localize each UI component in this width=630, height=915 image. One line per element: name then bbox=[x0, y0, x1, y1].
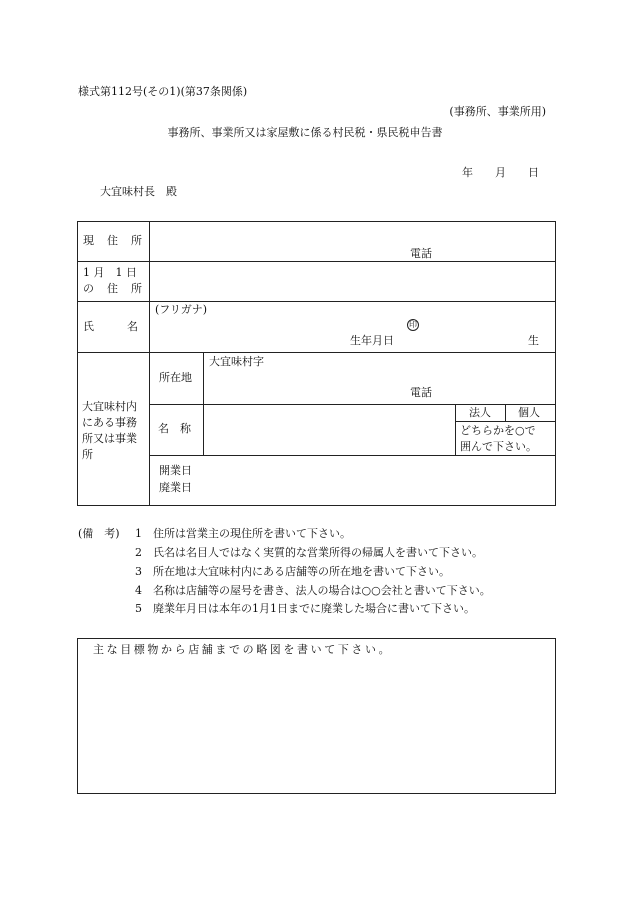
jan1-address-label-line2: の 住 所 bbox=[83, 282, 143, 295]
entity-type-split-divider bbox=[505, 404, 506, 421]
entity-type-row-divider bbox=[455, 421, 556, 422]
entity-type-column-divider bbox=[455, 404, 456, 455]
office-label-line2: にある事務 bbox=[82, 416, 137, 429]
close-date-label: 廃業日 bbox=[159, 481, 192, 494]
office-label-line1: 大宜味村内 bbox=[82, 400, 137, 413]
location-prefix: 大宜味村字 bbox=[209, 355, 264, 368]
note-text: 所在地は大宜味村内にある店舗等の所在地を書いて下さい。 bbox=[153, 565, 450, 578]
sketch-map-instruction: 主な目標物から店舗までの略図を書いて下さい。 bbox=[93, 643, 393, 656]
name-label: 氏 名 bbox=[83, 320, 138, 333]
form-title: 事務所、事業所又は家屋敷に係る村民税・県民税申告書 bbox=[167, 126, 443, 139]
note-number: 2 bbox=[135, 546, 142, 559]
circle-note-line2: 囲んで下さい。 bbox=[460, 440, 537, 453]
addressee: 大宜味村長 殿 bbox=[100, 185, 177, 198]
sublabel-column-divider bbox=[203, 352, 204, 455]
current-address-phone-label: 電話 bbox=[410, 247, 432, 260]
date-line: 年 月 日 bbox=[462, 166, 539, 179]
office-label-line4: 所 bbox=[82, 448, 93, 461]
notes-heading: (備 考) bbox=[78, 527, 120, 540]
corporation-option: 法人 bbox=[469, 406, 491, 419]
furigana-label: (フリガナ) bbox=[155, 303, 208, 316]
note-text: 氏名は名目人ではなく実質的な営業所得の帰属人を書いて下さい。 bbox=[153, 546, 483, 559]
label-column-divider bbox=[149, 221, 150, 506]
birthdate-label: 生年月日 bbox=[350, 334, 394, 347]
open-date-label: 開業日 bbox=[159, 464, 192, 477]
form-number: 様式第112号(その1)(第37条関係) bbox=[78, 85, 248, 98]
business-name-label: 名 称 bbox=[158, 422, 191, 435]
row-divider bbox=[149, 404, 556, 405]
note-number: 3 bbox=[135, 565, 142, 578]
seal-mark: 印 bbox=[409, 320, 417, 329]
jan1-address-label-line1: 1 月 1 日 bbox=[83, 266, 137, 279]
row-divider bbox=[149, 455, 556, 456]
sketch-map-box bbox=[77, 638, 556, 794]
birth-suffix: 生 bbox=[528, 334, 539, 347]
circle-note-line1: どちらかを○で bbox=[460, 424, 536, 437]
note-text: 廃業年月日は本年の1月1日までに廃業した場合に書いて下さい。 bbox=[153, 602, 475, 615]
note-text: 名称は店舗等の屋号を書き、法人の場合は○○会社と書いて下さい。 bbox=[153, 584, 491, 597]
current-address-label: 現 住 所 bbox=[83, 234, 143, 247]
note-number: 5 bbox=[135, 602, 142, 615]
location-label: 所在地 bbox=[159, 371, 192, 384]
note-number: 1 bbox=[135, 527, 142, 540]
office-label-line3: 所又は事業 bbox=[82, 432, 137, 445]
note-text: 住所は営業主の現住所を書いて下さい。 bbox=[153, 527, 351, 540]
form-use: (事務所、事業所用) bbox=[449, 105, 546, 118]
note-number: 4 bbox=[135, 584, 142, 597]
office-phone-label: 電話 bbox=[410, 386, 432, 399]
individual-option: 個人 bbox=[518, 406, 540, 419]
